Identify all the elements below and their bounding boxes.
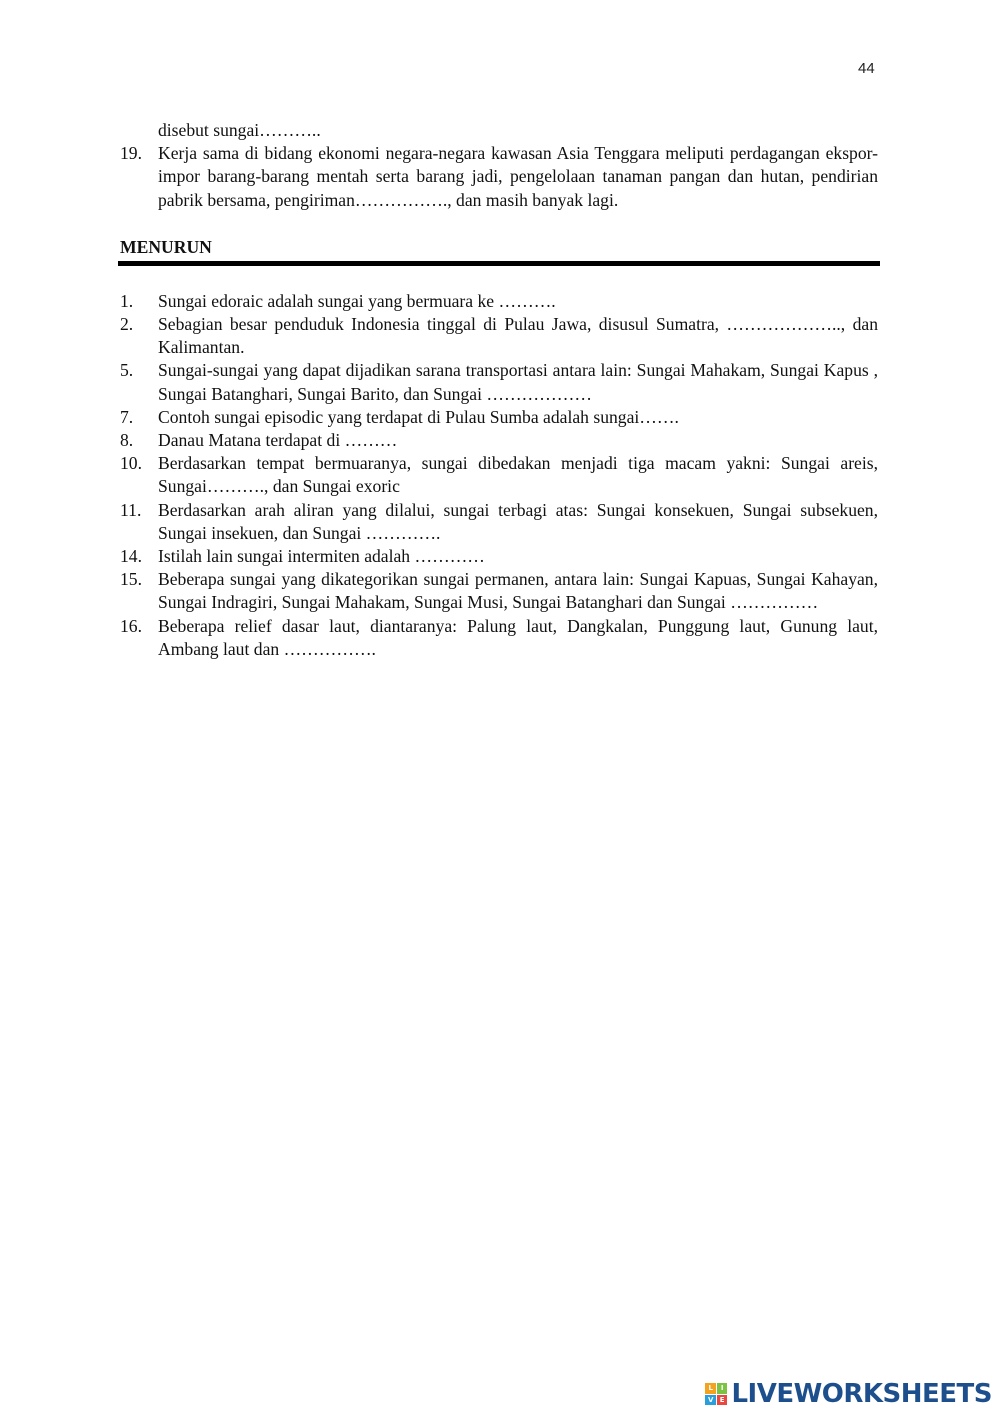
question-number: 5.: [120, 360, 134, 381]
question-item: [120, 313, 878, 359]
logo-letter: E: [717, 1395, 728, 1406]
brand-text: LIVEWORKSHEETS: [731, 1379, 992, 1409]
question-number: 19.: [120, 143, 142, 164]
page-number: 44: [858, 60, 875, 77]
document-body: [120, 119, 878, 661]
question-number: 16.: [120, 615, 142, 636]
logo-letter: I: [717, 1383, 728, 1394]
question-text: Contoh sungai episodic yang terdapat di Pulau Sumba adalah sungai…….: [158, 406, 679, 427]
question-item: [120, 452, 878, 498]
question-text: Beberapa sungai yang dikategorikan sungai permanen, antara lain: Sungai Kapuas, Sungai Kahayan, Sungai Indragiri, Sungai Mahakam, Sungai Musi, Sungai Batanghari dan Sungai ……………: [158, 569, 878, 613]
liveworksheets-logo-icon: [705, 1383, 727, 1405]
question-item: [120, 568, 878, 614]
question-text: Berdasarkan tempat bermuaranya, sungai dibedakan menjadi tiga macam yakni: Sungai areis, Sungai………., dan Sungai exoric: [158, 453, 878, 497]
question-text: Sebagian besar penduduk Indonesia tinggal di Pulau Jawa, disusul Sumatra, ……………….., dan Kalimantan.: [158, 314, 878, 358]
question-item: [120, 545, 878, 568]
question-item: [120, 499, 878, 545]
question-number: 11.: [120, 499, 142, 520]
question-text: Beberapa relief dasar laut, diantaranya: Palung laut, Dangkalan, Punggung laut, Gunung laut, Ambang laut dan …………….: [158, 615, 878, 659]
question-number: 15.: [120, 569, 142, 590]
question-text: Kerja sama di bidang ekonomi negara-negara kawasan Asia Tenggara meliputi perdagangan ekspor-impor barang-barang mentah serta barang jadi, pengelolaan tanaman pangan dan hutan, pendirian pabrik bersama, pengiriman……………., dan masih banyak lagi.: [158, 143, 878, 210]
logo-letter: L: [705, 1383, 716, 1394]
continuation-text: disebut sungai………..: [158, 120, 321, 140]
question-text: Berdasarkan arah aliran yang dilalui, sungai terbagi atas: Sungai konsekuen, Sungai subsekuen, Sungai insekuen, dan Sungai ………….: [158, 499, 878, 543]
question-item: [120, 359, 878, 405]
question-text: Istilah lain sungai intermiten adalah …………: [158, 546, 485, 567]
question-text: Sungai edoraic adalah sungai yang bermuara ke ……….: [158, 290, 556, 311]
question-item: [120, 615, 878, 661]
logo-letter: V: [705, 1395, 716, 1406]
question-item: [120, 290, 878, 313]
menurun-question-list: [120, 290, 878, 661]
question-number: 10.: [120, 453, 142, 474]
question-number: 14.: [120, 546, 142, 567]
question-text: Danau Matana terdapat di ………: [158, 430, 398, 451]
question-number: 7.: [120, 406, 134, 427]
question-text: Sungai-sungai yang dapat dijadikan sarana transportasi antara lain: Sungai Mahakam, Sungai Kapus , Sungai Batanghari, Sungai Barito, dan Sungai ………………: [158, 360, 878, 404]
question-item: [120, 429, 878, 452]
question-number: 1.: [120, 290, 134, 311]
liveworksheets-brand: [705, 1379, 992, 1409]
question-item: [120, 406, 878, 429]
question-number: 8.: [120, 430, 134, 451]
section-heading: MENURUN: [120, 236, 212, 257]
top-question-list: [120, 142, 878, 212]
question-item: [120, 142, 878, 212]
question-number: 2.: [120, 314, 134, 335]
section-divider: [118, 261, 880, 266]
